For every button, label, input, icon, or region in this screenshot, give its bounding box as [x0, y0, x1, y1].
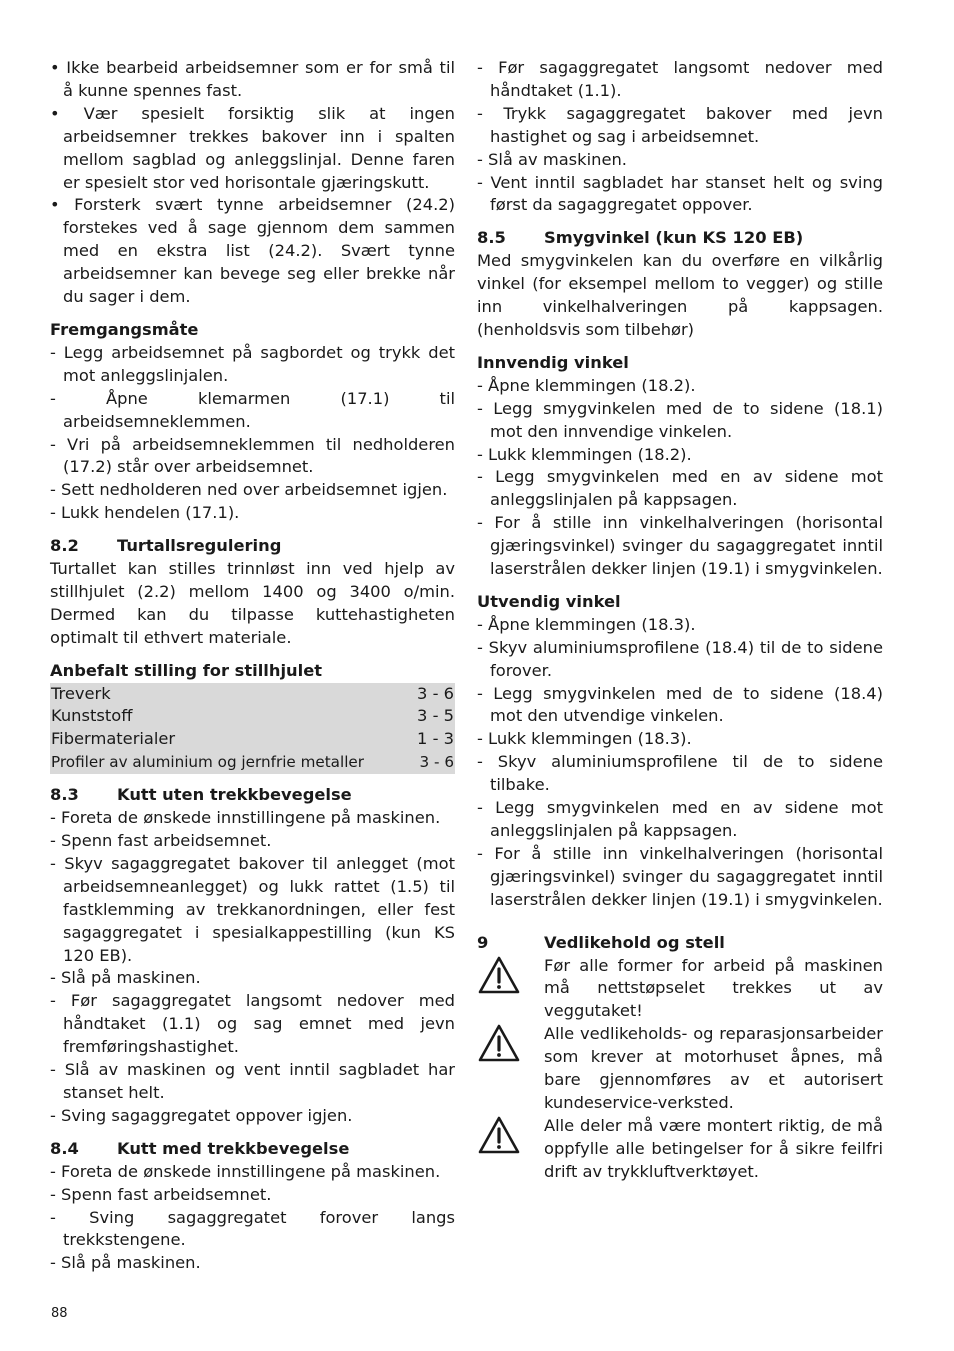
table-cell-value: 1 - 3 [410, 728, 455, 751]
table-cell-label: Profiler av aluminium og jernfrie metaller [50, 751, 410, 774]
table-cell-value: 3 - 6 [410, 683, 455, 706]
list-item: - Legg smygvinkelen med en av sidene mot anleggslinjalen på kappsagen. [477, 467, 883, 510]
list-item: - Skyv sagaggregatet bakover til anlegget (mot arbeidsemneanlegget) og lukk rattet (1.5) til fastklemming av trekkanordningen, eller fest sagaggregatet i spesialkappestilling (kun KS 120 EB). [50, 853, 455, 965]
list-item: - Lukk klemmingen (18.3). [477, 729, 692, 749]
list-item: - Åpne klemmingen (18.2). [477, 375, 696, 395]
section-number: 8.2 [50, 536, 79, 556]
section-number: 8.3 [50, 785, 79, 805]
list-item: - Før sagaggregatet langsomt nedover med håndtaket (1.1). [477, 58, 883, 100]
table-row [50, 728, 455, 751]
warning-icon [477, 1115, 544, 1155]
list-item: - Foreta de ønskede innstillingene på maskinen. [50, 1161, 441, 1181]
list-item: - Skyv aluminiumsprofilene (18.4) til de to sidene forover. [477, 637, 883, 680]
list-item: - For å stille inn vinkelhalveringen (horisontal gjæringsvinkel) svinger du sagaggregatet inntil laserstrålen dekker linjen (19.1) i smygvinkelen. [477, 843, 883, 909]
bullet-item: • Ikke bearbeid arbeidsemner som er for små til å kunne spennes fast. [50, 58, 455, 100]
outer-angle-heading: Utvendig vinkel [477, 591, 621, 611]
settings-table [50, 683, 455, 775]
list-item: - For å stille inn vinkelhalveringen (horisontal gjæringsvinkel) svinger du sagaggregatet inntil laserstrålen dekker linjen (19.1) i smygvinkelen. [477, 513, 883, 579]
warning-block [477, 1115, 883, 1184]
warning-block [477, 955, 883, 1024]
table-row [50, 683, 455, 706]
list-item: - Foreta de ønskede innstillingene på maskinen. [50, 808, 441, 828]
section-title: Smygvinkel (kun KS 120 EB) [544, 228, 804, 248]
section-title: Vedlikehold og stell [544, 932, 725, 952]
section-heading-8-4 [50, 1138, 455, 1161]
paragraph: Med smygvinkelen kan du overføre en vilkårlig vinkel (for eksempel mellom to vegger) og stille inn vinkelhalveringen på kappsagen. (henholdsvis som tilbehør) [477, 251, 883, 339]
list-item: - Skyv aluminiumsprofilene til de to sidene tilbake. [477, 752, 883, 795]
list-item: - Spenn fast arbeidsemnet. [50, 831, 272, 850]
list-item: - Sett nedholderen ned over arbeidsemnet igjen. [50, 480, 448, 500]
procedure-heading: Fremgangsmåte [50, 319, 199, 339]
list-item: - Trykk sagaggregatet bakover med jevn hastighet og sag i arbeidsemnet. [477, 103, 883, 146]
list-item: - Legg smygvinkelen med de to sidene (18.1) mot den innvendige vinkelen. [477, 398, 883, 441]
section-number: 8.4 [50, 1138, 79, 1158]
table-cell-label: Fibermaterialer [50, 728, 410, 751]
section-number: 8.5 [477, 228, 506, 248]
list-item: - Sving sagaggregatet oppover igjen. [50, 1105, 353, 1125]
list-item: - Slå på maskinen. [50, 968, 201, 988]
section-heading-8-2 [50, 535, 455, 558]
page-number: 88 [51, 1306, 68, 1321]
section-heading-9 [477, 932, 883, 955]
inner-angle-heading: Innvendig vinkel [477, 352, 629, 372]
table-cell-value: 3 - 5 [410, 705, 455, 728]
list-item: - Slå av maskinen og vent inntil sagbladet har stanset helt. [50, 1060, 455, 1102]
list-item: - Legg smygvinkelen med de to sidene (18.4) mot den utvendige vinkelen. [477, 683, 883, 726]
section-title: Kutt uten trekkbevegelse [117, 785, 352, 805]
table-cell-label: Treverk [50, 683, 410, 706]
list-item: - Før sagaggregatet langsomt nedover med håndtaket (1.1) og sag emnet med jevn fremføringshastighet. [50, 991, 455, 1057]
list-item: - Lukk hendelen (17.1). [50, 503, 240, 523]
warning-text: Alle vedlikeholds- og reparasjonsarbeider som krever at motorhuset åpnes, må bare gjennomføres av et autorisert kundeservice-verksted. [544, 1024, 883, 1112]
paragraph: Turtallet kan stilles trinnløst inn ved hjelp av stillhjulet (2.2) mellom 1400 og 3400 o/min. Dermed kan du tilpasse kuttehastigheten optimalt til ethvert materiale. [50, 559, 455, 647]
section-title: Kutt med trekkbevegelse [117, 1138, 350, 1158]
list-item: - Åpne klemmingen (18.3). [477, 614, 696, 634]
list-item: - Legg smygvinkelen med en av sidene mot anleggslinjalen på kappsagen. [477, 798, 883, 840]
left-column [50, 57, 455, 1275]
list-item: - Slå av maskinen. [477, 149, 627, 169]
table-cell-label: Kunststoff [50, 705, 410, 728]
right-column [477, 57, 883, 1184]
list-item: - Spenn fast arbeidsemnet. [50, 1184, 272, 1204]
section-number: 9 [477, 932, 489, 952]
warning-text: Alle deler må være montert riktig, de må oppfylle alle betingelser for å sikre feilfri drift av trykkluftverktøyet. [544, 1115, 883, 1181]
section-heading-8-3 [50, 784, 455, 807]
warning-text: Før alle former for arbeid på maskinen må nettstøpselet trekkes ut av veggutaket! [544, 955, 883, 1021]
table-row [50, 705, 455, 728]
list-item: - Slå på maskinen. [50, 1253, 201, 1273]
table-heading: Anbefalt stilling for stillhjulet [50, 660, 323, 680]
bullet-item: • Forsterk svært tynne arbeidsemner (24.2) forstekes ved å sage gjennom dem sammen med en ekstra list (24.2). Svært tynne arbeidsemner kan bevege seg eller brekke når du sager i dem. [50, 195, 455, 307]
list-item: - Sving sagaggregatet forover langs trekkstengene. [50, 1207, 455, 1250]
warning-block [477, 1023, 883, 1115]
section-heading-8-5 [477, 227, 883, 250]
warning-icon [477, 955, 544, 995]
list-item: - Vri på arbeidsemneklemmen til nedholderen (17.2) står over arbeidsemnet. [50, 434, 455, 477]
list-item: - Vent inntil sagbladet har stanset helt og sving først da sagaggregatet oppover. [477, 172, 883, 215]
list-item: - Legg arbeidsemnet på sagbordet og trykk det mot anleggslinjalen. [50, 342, 455, 385]
bullet-item: • Vær spesielt forsiktig slik at ingen arbeidsemner trekkes bakover inn i spalten mellom sagblad og anleggslinjal. Denne faren er spesielt stor ved horisontale gjæringskutt. [50, 103, 455, 192]
warning-icon [477, 1023, 544, 1063]
section-title: Turtallsregulering [117, 536, 282, 556]
table-cell-value: 3 - 6 [410, 751, 455, 774]
list-item: - Lukk klemmingen (18.2). [477, 444, 692, 464]
table-row [50, 751, 455, 774]
list-item: - Åpne klemarmen (17.1) til arbeidsemneklemmen. [50, 388, 455, 431]
